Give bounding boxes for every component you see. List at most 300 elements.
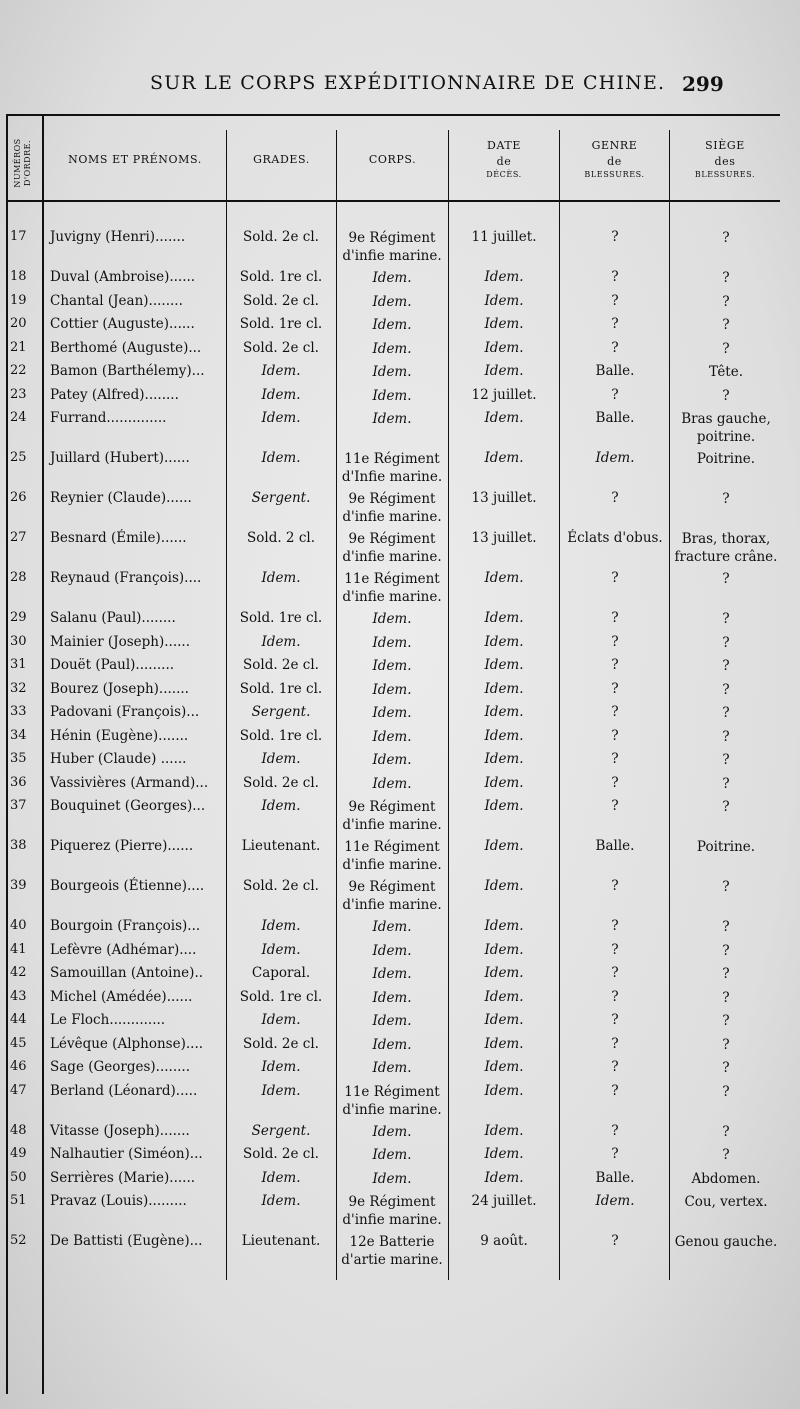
corps-cell-line: d'infie marine. [342, 509, 442, 525]
corps-cell-line: Idem. [372, 989, 412, 1006]
grade-cell: Sergent. [251, 490, 311, 506]
name-cell: Pravaz (Louis)......... [50, 1193, 187, 1209]
col-divider-order [6, 114, 8, 1394]
grade-cell: Idem. [261, 941, 301, 958]
name-cell: Nalhautier (Siméon)... [50, 1146, 203, 1162]
corps-cell-line: Idem. [372, 270, 412, 286]
wound-type-cell: ? [611, 965, 619, 981]
corps-cell [337, 965, 447, 983]
wound-location-cell-line: ? [722, 317, 730, 333]
grade-cell: Idem. [261, 1012, 301, 1028]
wound-location-cell-line: Genou gauche. [674, 1234, 778, 1250]
header-bottom-rule [6, 200, 780, 202]
wound-location-cell [670, 1083, 782, 1101]
wound-type-cell: ? [611, 292, 619, 309]
date-cell: 11 juillet. [471, 229, 537, 245]
grade-cell: Lieutenant. [241, 1233, 321, 1249]
wound-type-cell: ? [611, 1146, 619, 1162]
wound-location-cell [670, 1146, 782, 1164]
name-cell: Juvigny (Henri)....... [50, 229, 186, 245]
wound-type-cell: ? [611, 633, 619, 650]
corps-cell [337, 942, 447, 960]
grade-cell: Idem. [261, 1169, 301, 1186]
date-cell: Idem. [484, 941, 524, 958]
grade-cell: Sold. 2e cl. [243, 774, 319, 791]
corps-cell-line: Idem. [372, 293, 412, 310]
wound-location-cell [670, 798, 782, 816]
wound-location-cell [670, 269, 782, 287]
order-number: 24 [10, 410, 27, 425]
wound-type-cell: ? [611, 918, 619, 934]
corps-cell [337, 798, 447, 834]
corps-cell-line: Idem. [372, 340, 412, 357]
name-cell: Bourgeois (Étienne).... [50, 878, 205, 894]
wound-type-cell: Balle. [595, 363, 635, 379]
corps-cell-line: Idem. [372, 705, 412, 721]
corps-cell [337, 410, 447, 428]
wound-location-cell [670, 704, 782, 722]
name-cell: Bourez (Joseph)....... [50, 680, 189, 697]
order-number: 26 [10, 490, 27, 505]
corps-cell-line: d'infie marine. [342, 897, 442, 913]
wound-location-cell [670, 363, 782, 381]
grade-cell: Sold. 1re cl. [239, 269, 323, 285]
date-cell: Idem. [484, 727, 524, 744]
header-date [449, 138, 559, 179]
wound-location-cell [670, 410, 782, 446]
header-date-line1: DATE [487, 139, 521, 152]
wound-location-cell-line: Cou, vertex. [684, 1194, 768, 1210]
corps-cell-line: Idem. [372, 387, 412, 404]
corps-cell-line: 11e Régiment [344, 571, 440, 587]
corps-cell [337, 704, 447, 722]
order-number: 46 [10, 1059, 27, 1074]
corps-cell-line: d'infie marine. [342, 248, 442, 264]
wound-location-cell [670, 1233, 782, 1251]
order-number: 19 [10, 292, 27, 308]
wound-location-cell [670, 1123, 782, 1141]
wound-type-cell: ? [611, 704, 619, 720]
wound-type-cell: ? [611, 610, 619, 626]
corps-cell [337, 1083, 447, 1119]
date-cell: Idem. [484, 657, 524, 673]
order-number: 51 [10, 1193, 27, 1208]
corps-cell-line: Idem. [372, 1170, 412, 1187]
corps-cell [337, 450, 447, 486]
corps-cell-line: Idem. [372, 364, 412, 380]
header-genre-line3: BLESSURES. [584, 170, 645, 179]
wound-location-cell [670, 387, 782, 405]
wound-type-cell: ? [611, 1082, 619, 1099]
wound-type-cell: Idem. [595, 450, 635, 466]
order-number: 23 [10, 386, 27, 402]
corps-cell-line: 11e Régiment [344, 1083, 440, 1100]
wound-type-cell: ? [611, 229, 619, 245]
corps-cell-line: d'artie marine. [341, 1252, 443, 1268]
corps-cell-line: Idem. [372, 634, 412, 651]
wound-location-cell-line: Bras, thorax, [681, 531, 771, 547]
wound-location-cell [670, 681, 782, 699]
header-date-line2: de [496, 155, 512, 168]
order-number: 28 [10, 570, 27, 585]
corps-cell-line: 9e Régiment [348, 879, 436, 895]
corps-cell [337, 570, 447, 606]
order-number: 44 [10, 1012, 27, 1027]
header-name: NOMS ET PRÉNOMS. [68, 153, 202, 166]
date-cell: Idem. [484, 1169, 524, 1186]
grade-cell: Sold. 2e cl. [243, 229, 319, 245]
grade-cell: Sold. 1re cl. [239, 610, 323, 626]
wound-location-cell-line: Poitrine. [696, 839, 756, 855]
wound-type-cell: ? [611, 680, 619, 697]
wound-location-cell [670, 918, 782, 936]
header-siege-line1: SIÈGE [705, 139, 745, 152]
grade-cell: Sold. 1re cl. [239, 988, 323, 1005]
wound-location-cell-line: Abdomen. [691, 1170, 761, 1187]
order-number: 39 [10, 878, 27, 893]
order-number: 42 [10, 965, 27, 980]
header-grade: GRADES. [253, 153, 310, 166]
wound-type-cell: ? [611, 1035, 619, 1052]
wound-location-cell-line: fracture crâne. [674, 549, 778, 565]
wound-location-cell [670, 610, 782, 628]
order-number: 45 [10, 1035, 27, 1051]
wound-location-cell-line: ? [722, 989, 730, 1006]
corps-cell [337, 838, 447, 874]
corps-cell [337, 293, 447, 311]
wound-type-cell: ? [611, 1012, 619, 1028]
wound-location-cell-line: ? [722, 230, 730, 246]
order-number: 18 [10, 269, 27, 284]
corps-cell [337, 918, 447, 936]
date-cell: Idem. [484, 878, 524, 894]
corps-cell [337, 229, 447, 265]
header-corps: CORPS. [368, 153, 417, 166]
name-cell: De Battisti (Eugène)... [50, 1233, 203, 1249]
wound-location-cell-line: ? [722, 705, 730, 721]
wound-type-cell: ? [611, 386, 619, 403]
wound-location-cell-line: ? [722, 387, 730, 404]
wound-location-cell [670, 1012, 782, 1030]
corps-cell [337, 1123, 447, 1141]
grade-cell: Idem. [261, 1082, 301, 1099]
header-genre [560, 138, 669, 179]
corps-cell [337, 878, 447, 914]
corps-cell-line: Idem. [372, 775, 412, 792]
wound-location-cell [670, 942, 782, 960]
date-cell: Idem. [484, 798, 524, 814]
wound-location-cell [670, 1036, 782, 1054]
corps-cell-line: Idem. [372, 611, 412, 627]
wound-location-cell-line: ? [722, 1083, 730, 1100]
corps-cell [337, 610, 447, 628]
name-cell: Le Floch............. [50, 1012, 166, 1028]
wound-location-cell [670, 1170, 782, 1188]
wound-location-cell-line: ? [722, 681, 730, 698]
date-cell: Idem. [484, 1122, 524, 1139]
corps-cell-line: 11e Régiment [344, 839, 440, 855]
order-number: 50 [10, 1169, 27, 1185]
corps-cell-line: Idem. [372, 728, 412, 745]
name-cell: Reynier (Claude)...... [50, 490, 192, 506]
wound-location-cell [670, 989, 782, 1007]
name-cell: Salanu (Paul)........ [50, 610, 176, 626]
wound-location-cell-line: ? [722, 775, 730, 792]
wound-type-cell: ? [611, 570, 619, 586]
date-cell: Idem. [484, 680, 524, 697]
order-number: 29 [10, 610, 27, 625]
grade-cell: Sold. 2 cl. [247, 530, 315, 546]
corps-cell [337, 681, 447, 699]
order-number: 27 [10, 530, 27, 545]
date-cell: Idem. [484, 1012, 524, 1028]
wound-type-cell: ? [611, 751, 619, 767]
grade-cell: Sold. 1re cl. [239, 680, 323, 697]
page-number: 299 [682, 72, 724, 96]
name-cell: Vitasse (Joseph)....... [50, 1122, 190, 1139]
corps-cell [337, 530, 447, 566]
date-cell: 13 juillet. [471, 530, 537, 546]
name-cell: Berthomé (Auguste)... [50, 339, 202, 356]
grade-cell: Sold. 2e cl. [243, 657, 319, 673]
corps-cell-line: 9e Régiment [348, 230, 436, 246]
corps-cell-line: Idem. [372, 1147, 412, 1163]
name-cell: Mainier (Joseph)...... [50, 633, 191, 650]
corps-cell-line: d'infie marine. [342, 1212, 442, 1228]
date-cell: 24 juillet. [471, 1193, 537, 1209]
wound-location-cell [670, 490, 782, 508]
wound-type-cell: ? [611, 316, 619, 332]
wound-location-cell [670, 634, 782, 652]
wound-type-cell: Balle. [595, 838, 635, 854]
date-cell: Idem. [484, 610, 524, 626]
name-cell: Vassivières (Armand)... [50, 774, 209, 791]
wound-type-cell: ? [611, 727, 619, 744]
header-date-line3: DÉCÈS. [486, 170, 522, 179]
corps-cell-line: 9e Régiment [348, 531, 436, 547]
corps-cell-line: 9e Régiment [348, 799, 436, 815]
wound-location-cell-line: ? [722, 1123, 730, 1140]
name-cell: Lévêque (Alphonse).... [50, 1035, 204, 1052]
order-number: 36 [10, 774, 27, 790]
date-cell: Idem. [484, 410, 524, 426]
date-cell: Idem. [484, 988, 524, 1005]
header-genre-line2: de [607, 155, 622, 168]
grade-cell: Idem. [261, 798, 301, 814]
order-number: 41 [10, 941, 27, 957]
date-cell: Idem. [484, 633, 524, 650]
grade-cell: Idem. [261, 1193, 301, 1209]
running-head [0, 72, 800, 102]
grade-cell: Sergent. [251, 704, 311, 720]
header-order-line2: D'ORDRE. [23, 140, 32, 187]
corps-cell-line: 11e Régiment [344, 451, 440, 467]
order-number: 35 [10, 751, 27, 766]
grade-cell: Idem. [261, 363, 301, 379]
wound-type-cell: Balle. [595, 410, 635, 426]
corps-cell [337, 1036, 447, 1054]
header-order-line1: NUMÉROS [13, 138, 22, 188]
wound-type-cell: ? [611, 1059, 619, 1075]
wound-type-cell: ? [611, 1122, 619, 1139]
header-siege [670, 138, 780, 179]
wound-location-cell [670, 775, 782, 793]
order-number: 37 [10, 798, 27, 813]
name-cell: Bourgoin (François)... [50, 918, 201, 934]
wound-location-cell [670, 657, 782, 675]
name-cell: Juillard (Hubert)...... [50, 450, 190, 466]
date-cell: 9 août. [480, 1233, 528, 1249]
grade-cell: Idem. [261, 1059, 301, 1075]
grade-cell: Idem. [261, 410, 301, 426]
date-cell: Idem. [484, 751, 524, 767]
name-cell: Lefèvre (Adhémar).... [50, 941, 197, 958]
corps-cell [337, 1146, 447, 1164]
wound-location-cell-line: ? [722, 293, 730, 310]
wound-location-cell [670, 293, 782, 311]
order-number: 20 [10, 316, 27, 331]
corps-cell [337, 490, 447, 526]
wound-type-cell: Éclats d'obus. [567, 530, 663, 546]
name-cell: Samouillan (Antoine).. [50, 965, 204, 981]
wound-type-cell: ? [611, 941, 619, 958]
wound-location-cell-line: ? [722, 799, 730, 815]
corps-cell [337, 269, 447, 287]
order-number: 22 [10, 363, 27, 378]
date-cell: Idem. [484, 1059, 524, 1075]
corps-cell-line: Idem. [372, 1013, 412, 1029]
wound-type-cell: ? [611, 798, 619, 814]
name-cell: Reynaud (François).... [50, 570, 202, 586]
name-cell: Furrand.............. [50, 410, 167, 426]
order-number: 38 [10, 838, 27, 853]
date-cell: Idem. [484, 838, 524, 854]
corps-cell [337, 1012, 447, 1030]
wound-location-cell-line: ? [722, 879, 730, 895]
grade-cell: Idem. [261, 633, 301, 650]
wound-type-cell: ? [611, 774, 619, 791]
order-number: 49 [10, 1146, 27, 1161]
corps-cell [337, 728, 447, 746]
name-cell: Cottier (Auguste)...... [50, 316, 195, 332]
name-cell: Douët (Paul)......... [50, 657, 175, 673]
corps-cell-line: Idem. [372, 752, 412, 768]
wound-location-cell-line: ? [722, 634, 730, 651]
wound-location-cell-line: ? [722, 728, 730, 745]
order-number: 30 [10, 633, 27, 649]
date-cell: Idem. [484, 339, 524, 356]
wound-location-cell-line: ? [722, 658, 730, 674]
wound-type-cell: ? [611, 657, 619, 673]
wound-location-cell-line: ? [722, 611, 730, 627]
name-cell: Duval (Ambroise)...... [50, 269, 196, 285]
grade-cell: Sold. 2e cl. [243, 292, 319, 309]
wound-location-cell [670, 450, 782, 468]
order-number: 48 [10, 1122, 27, 1138]
wound-location-cell-line: Bras gauche, [681, 411, 771, 427]
name-cell: Bouquinet (Georges)... [50, 798, 206, 814]
date-cell: Idem. [484, 1035, 524, 1052]
corps-cell-line: Idem. [372, 1036, 412, 1053]
name-cell: Huber (Claude) ...... [50, 751, 187, 767]
wound-location-cell [670, 878, 782, 896]
header-genre-line1: GENRE [591, 139, 638, 152]
order-number: 21 [10, 339, 27, 355]
date-cell: Idem. [484, 704, 524, 720]
name-cell: Patey (Alfred)........ [50, 386, 179, 403]
wound-location-cell [670, 570, 782, 588]
corps-cell-line: Idem. [372, 658, 412, 674]
corps-cell-line: Idem. [372, 966, 412, 982]
grade-cell: Sold. 2e cl. [243, 1146, 319, 1162]
date-cell: Idem. [484, 450, 524, 466]
corps-cell-line: 12e Batterie [349, 1234, 435, 1250]
name-cell: Piquerez (Pierre)...... [50, 838, 194, 854]
corps-cell-line: d'infie marine. [342, 857, 442, 873]
date-cell: Idem. [484, 570, 524, 586]
corps-cell [337, 657, 447, 675]
date-cell: Idem. [484, 269, 524, 285]
corps-cell [337, 989, 447, 1007]
order-number: 32 [10, 680, 27, 696]
wound-location-cell [670, 316, 782, 334]
name-cell: Bamon (Barthélemy)... [50, 363, 205, 379]
wound-location-cell [670, 1193, 782, 1211]
corps-cell [337, 1193, 447, 1229]
name-cell: Berland (Léonard)..... [50, 1082, 198, 1099]
corps-cell-line: 9e Régiment [348, 491, 436, 507]
corps-cell-line: d'Infie marine. [341, 469, 443, 485]
header-siege-line3: BLESSURES. [694, 170, 756, 179]
wound-type-cell: ? [611, 490, 619, 506]
date-cell: Idem. [484, 1082, 524, 1099]
wound-location-cell [670, 229, 782, 247]
running-title: SUR LE CORPS EXPÉDITIONNAIRE DE CHINE. [150, 72, 666, 94]
corps-cell [337, 1170, 447, 1188]
corps-cell-line: Idem. [372, 942, 412, 959]
wound-location-cell [670, 838, 782, 856]
corps-cell-line: d'infie marine. [342, 549, 442, 565]
wound-location-cell-line: ? [722, 942, 730, 959]
wound-location-cell-line: Poitrine. [696, 451, 756, 467]
wound-type-cell: Idem. [595, 1193, 635, 1209]
name-cell: Michel (Amédée)...... [50, 988, 193, 1005]
corps-cell-line: Idem. [372, 411, 412, 427]
grade-cell: Lieutenant. [241, 838, 321, 854]
corps-cell-line: d'infie marine. [342, 817, 442, 833]
corps-cell-line: 9e Régiment [348, 1194, 436, 1210]
grade-cell: Sold. 2e cl. [243, 339, 319, 356]
grade-cell: Idem. [261, 570, 301, 586]
date-cell: Idem. [484, 363, 524, 379]
wound-location-cell-line: ? [722, 1147, 730, 1163]
order-number: 52 [10, 1233, 27, 1248]
date-cell: Idem. [484, 918, 524, 934]
date-cell: Idem. [484, 1146, 524, 1162]
header-top-rule [6, 114, 780, 116]
grade-cell: Idem. [261, 918, 301, 934]
date-cell: Idem. [484, 774, 524, 791]
wound-type-cell: ? [611, 339, 619, 356]
grade-cell: Idem. [261, 450, 301, 466]
date-cell: Idem. [484, 965, 524, 981]
date-cell: 12 juillet. [471, 386, 537, 403]
wound-location-cell [670, 530, 782, 566]
wound-location-cell-line: ? [722, 752, 730, 768]
wound-type-cell: ? [611, 1233, 619, 1249]
wound-location-cell [670, 1059, 782, 1077]
corps-cell-line: Idem. [372, 681, 412, 698]
